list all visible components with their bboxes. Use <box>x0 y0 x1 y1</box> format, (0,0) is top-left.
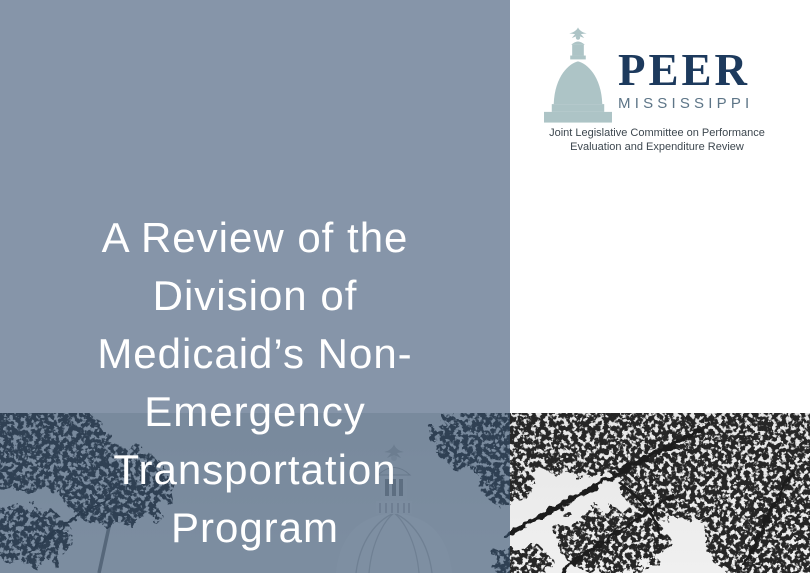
report-title-line: Emergency <box>144 388 366 435</box>
logo-tagline <box>544 127 770 154</box>
report-title <box>0 209 510 557</box>
logo-tagline-line: Evaluation and Expenditure Review <box>570 140 744 153</box>
report-title-line: Program <box>170 504 340 551</box>
report-title-line: Division of <box>152 272 358 319</box>
report-title-line: Medicaid’s Non- <box>97 330 413 377</box>
peer-logo <box>544 24 770 154</box>
report-title-line: Transportation <box>113 446 397 493</box>
capitol-dome-icon <box>544 24 612 124</box>
logo-tagline-line: Joint Legislative Committee on Performance <box>549 127 765 139</box>
logo-mississippi-label: MISSISSIPPI <box>618 95 754 112</box>
report-title-line: A Review of the <box>101 214 409 261</box>
logo-peer-wordmark: PEER <box>618 45 751 95</box>
